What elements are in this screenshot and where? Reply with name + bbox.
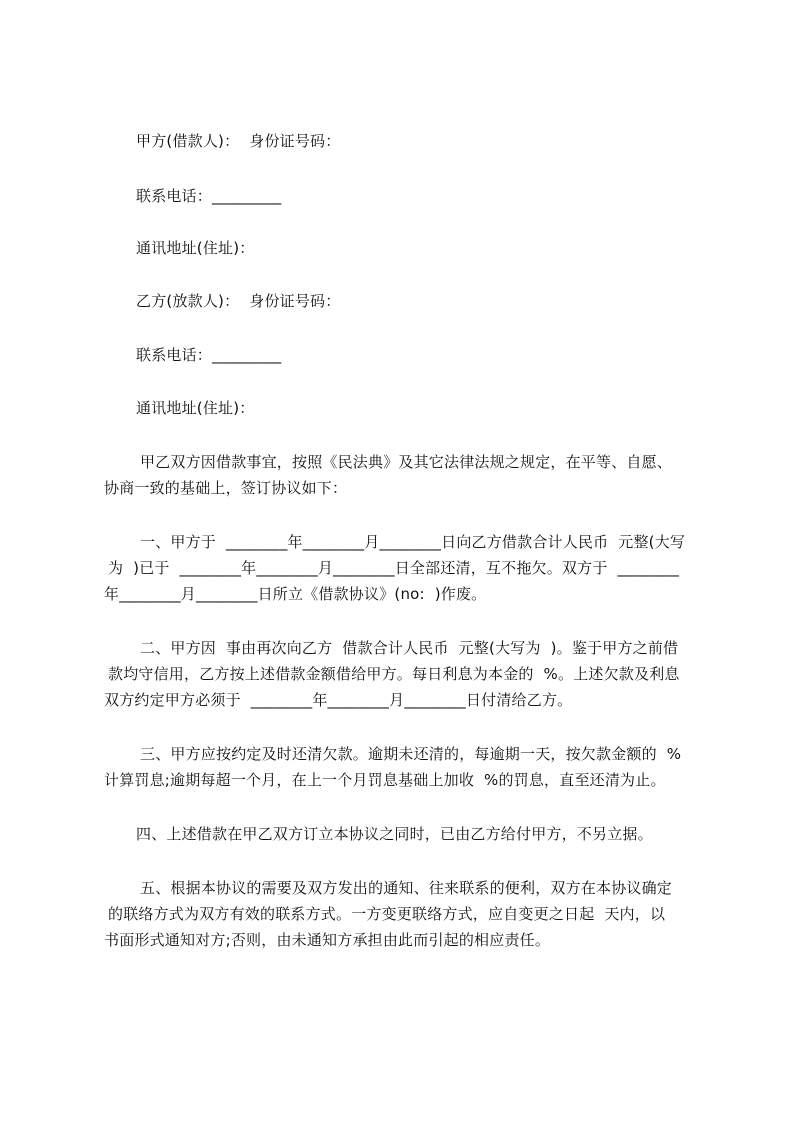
party-a-phone: 联系电话：_________ — [136, 187, 282, 205]
clause-5-line-2: 的联络方式为双方有效的联系方式。一方变更联络方式，应自变更之日起 天内，以 — [108, 905, 666, 923]
party-b-address: 通讯地址(住址)： — [136, 399, 255, 417]
clause-2-line-3: 双方约定甲方必须于 ________年________月________日付清给乙方。 — [104, 691, 573, 709]
party-b-phone: 联系电话：_________ — [136, 346, 282, 364]
clause-1-line-3: 年________月________日所立《借款协议》(no: )作废。 — [104, 585, 487, 603]
clause-5-line-3: 书面形式通知对方;否则，由未通知方承担由此而引起的相应责任。 — [104, 931, 551, 949]
intro-line-1: 甲乙双方因借款事宜，按照《民法典》及其它法律法规之规定，在平等、自愿、 — [140, 453, 673, 471]
clause-1-line-1: 一、甲方于 ________年________月________日向乙方借款合计人民币 元整(大写 — [140, 533, 686, 551]
clause-4-line-1: 四、上述借款在甲乙双方订立本协议之同时，已由乙方给付甲方，不另立据。 — [136, 825, 653, 843]
clause-3-line-2: 计算罚息;逾期每超一个月，在上一个月罚息基础上加收 %的罚息，直至还清为止。 — [104, 771, 666, 789]
intro-line-2: 协商一致的基础上，签订协议如下： — [104, 479, 348, 497]
clause-2-line-2: 款均守信用，乙方按上述借款金额借给甲方。每日利息为本金的 %。上述欠款及利息 — [108, 665, 680, 683]
party-a-address: 通讯地址(住址)： — [136, 239, 255, 257]
clause-1-line-2: 为 )已于 ________年________月________日全部还清，互不拖欠。双方于 ________ — [108, 559, 680, 577]
clause-2-line-1: 二、甲方因 事由再次向乙方 借款合计人民币 元整(大写为 )。鉴于甲方之前借 — [140, 639, 679, 657]
clause-3-line-1: 三、甲方应按约定及时还清欠款。逾期未还清的，每逾期一天，按欠款金额的 % — [140, 745, 682, 763]
party-b-title: 乙方(放款人)： 身份证号码： — [136, 292, 341, 310]
clause-5-line-1: 五、根据本协议的需要及双方发出的通知、往来联系的便利，双方在本协议确定 — [140, 879, 673, 897]
party-a-title: 甲方(借款人)： 身份证号码： — [136, 132, 341, 150]
